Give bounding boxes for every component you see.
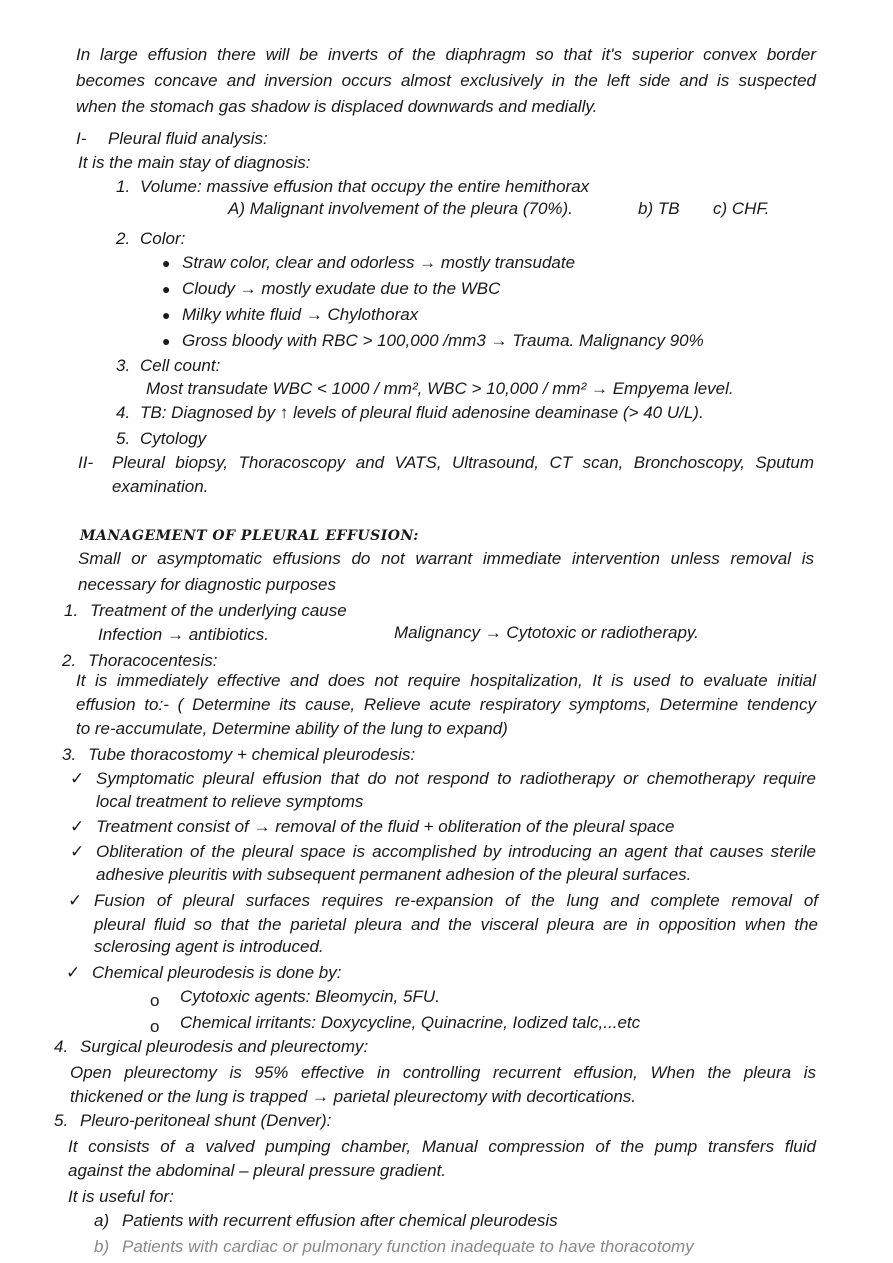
check-1-line-2: local treatment to relieve symptoms xyxy=(96,792,364,811)
check-icon: ✓ xyxy=(70,769,85,788)
circle-bullet-icon: o xyxy=(150,1017,160,1036)
item4-line-1: Open pleurectomy is 95% effective in controlling recurrent effusion, When the pleura is xyxy=(70,1063,816,1082)
bullet-icon: ● xyxy=(162,307,171,323)
check-icon: ✓ xyxy=(70,817,85,836)
sub-item-2: Chemical irritants: Doxycycline, Quinacrine, Iodized talc,...etc xyxy=(180,1013,641,1032)
management-intro-1: Small or asymptomatic effusions do not warrant immediate intervention unless removal is xyxy=(78,549,814,568)
cytology-text: Cytology xyxy=(140,429,207,448)
item3-number: 3. xyxy=(62,745,77,764)
item5-a-text: Patients with recurrent effusion after chemical pleurodesis xyxy=(122,1211,558,1230)
item5-b-number-text: b) xyxy=(94,1237,110,1256)
management-heading: MANAGEMENT OF PLEURAL EFFUSION: xyxy=(80,528,419,544)
bullet-icon: ● xyxy=(162,333,171,349)
cause-b: b) TB xyxy=(638,199,680,218)
item5-line-1: It consists of a valved pumping chamber, Manual compression of the pump transfers fluid xyxy=(68,1137,816,1156)
check-icon: ✓ xyxy=(68,891,83,910)
intro-line-1: In large effusion there will be inverts of the diaphragm so that it's superior convex border xyxy=(76,45,816,64)
color-title: Color: xyxy=(140,229,186,248)
item2-title: Thoracocentesis: xyxy=(88,651,218,670)
item1-malignancy: Malignancy → Cytotoxic or radiotherapy. xyxy=(394,623,699,642)
item5-line-2: against the abdominal – pleural pressure gradient. xyxy=(68,1161,447,1180)
bullet-icon: ● xyxy=(162,281,171,297)
check-3-line-2: adhesive pleuritis with subsequent permanent adhesion of the pleural surfaces. xyxy=(96,865,692,884)
sub-item-1: Cytotoxic agents: Bleomycin, 5FU. xyxy=(180,987,440,1006)
item5-b-text xyxy=(122,1236,694,1256)
check-4-line-2: pleural fluid so that the parietal pleura and the visceral pleura are in opposition when the xyxy=(94,915,818,934)
item3-title: Tube thoracostomy + chemical pleurodesis: xyxy=(88,745,416,764)
section2-number: II- xyxy=(78,453,94,472)
cytology-number: 5. xyxy=(116,429,131,448)
item5-b-number xyxy=(94,1236,110,1256)
volume-text: Volume: massive effusion that occupy the entire hemithorax xyxy=(140,177,590,196)
cause-a: A) Malignant involvement of the pleura (70%). xyxy=(228,199,573,218)
check-3-line-1: Obliteration of the pleural space is accomplished by introducing an agent that causes sterile xyxy=(96,842,816,861)
item2-line-2: effusion to:- ( Determine its cause, Relieve acute respiratory symptoms, Determine tendency xyxy=(76,695,816,714)
cellcount-title: Cell count: xyxy=(140,356,221,375)
item4-title: Surgical pleurodesis and pleurectomy: xyxy=(80,1037,369,1056)
color-item-2: Cloudy → mostly exudate due to the WBC xyxy=(182,279,501,298)
cellcount-number: 3. xyxy=(116,356,131,375)
item5-b-text-span: Patients with cardiac or pulmonary function inadequate to have thoracotomy xyxy=(122,1237,694,1256)
item2-line-3: to re-accumulate, Determine ability of the lung to expand) xyxy=(76,719,508,738)
color-number: 2. xyxy=(116,229,131,248)
check-5-line-1: Chemical pleurodesis is done by: xyxy=(92,963,342,982)
section2-line-1: Pleural biopsy, Thoracoscopy and VATS, Ultrasound, CT scan, Bronchoscopy, Sputum xyxy=(112,453,814,472)
item1-title: Treatment of the underlying cause xyxy=(90,601,347,620)
cellcount-text: Most transudate WBC < 1000 / mm², WBC > 10,000 / mm² → Empyema level. xyxy=(146,379,734,398)
item1-infection: Infection → antibiotics. xyxy=(98,625,270,644)
section2-line-2: examination. xyxy=(112,477,209,496)
color-item-3: Milky white fluid → Chylothorax xyxy=(182,305,419,324)
bullet-icon: ● xyxy=(162,255,171,271)
item5-title: Pleuro-peritoneal shunt (Denver): xyxy=(80,1111,332,1130)
circle-bullet-icon: o xyxy=(150,991,160,1010)
intro-line-3: when the stomach gas shadow is displaced downwards and medially. xyxy=(76,97,598,116)
section1-title: Pleural fluid analysis: xyxy=(108,129,268,148)
mainstay-text: It is the main stay of diagnosis: xyxy=(78,153,311,172)
section1-number: I- xyxy=(76,129,87,148)
tb-number: 4. xyxy=(116,403,131,422)
item4-number: 4. xyxy=(54,1037,69,1056)
volume-number: 1. xyxy=(116,177,131,196)
check-icon: ✓ xyxy=(70,842,85,861)
tb-text: TB: Diagnosed by ↑ levels of pleural fluid adenosine deaminase (> 40 U/L). xyxy=(140,403,704,422)
item1-number: 1. xyxy=(64,601,79,620)
item5-number: 5. xyxy=(54,1111,69,1130)
color-item-4: Gross bloody with RBC > 100,000 /mm3 → Trauma. Malignancy 90% xyxy=(182,331,704,350)
cause-c: c) CHF. xyxy=(713,199,770,218)
check-icon: ✓ xyxy=(66,963,81,982)
item2-number: 2. xyxy=(62,651,77,670)
item5-a-number: a) xyxy=(94,1211,110,1230)
item2-line-1: It is immediately effective and does not require hospitalization, It is used to evaluate initial xyxy=(76,671,816,690)
check-1-line-1: Symptomatic pleural effusion that do not respond to radiotherapy or chemotherapy require xyxy=(96,769,816,788)
check-4-line-3: sclerosing agent is introduced. xyxy=(94,937,324,956)
item4-line-2: thickened or the lung is trapped → parietal pleurectomy with decortications. xyxy=(70,1087,637,1106)
check-4-line-1: Fusion of pleural surfaces requires re-expansion of the lung and complete removal of xyxy=(94,891,818,910)
intro-line-2: becomes concave and inversion occurs almost exclusively in the left side and is suspected xyxy=(76,71,816,90)
management-intro-2: necessary for diagnostic purposes xyxy=(78,575,336,594)
check-2-line-1: Treatment consist of → removal of the fluid + obliteration of the pleural space xyxy=(96,817,675,836)
color-item-1: Straw color, clear and odorless → mostly transudate xyxy=(182,253,576,272)
item5-useful: It is useful for: xyxy=(68,1187,174,1206)
